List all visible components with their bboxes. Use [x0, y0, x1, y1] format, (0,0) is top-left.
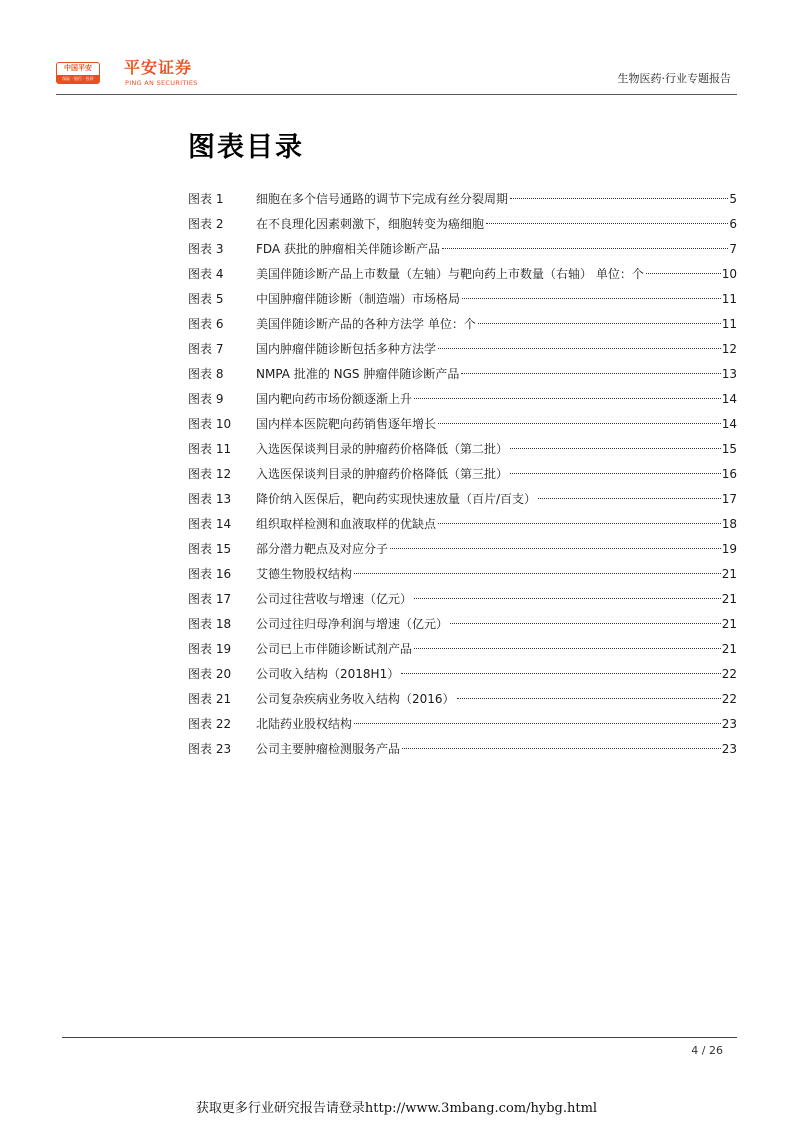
toc-entry-page: 7 — [729, 242, 737, 256]
toc-entry-title: 北陆药业股权结构 — [256, 717, 353, 731]
toc-entry-page: 21 — [721, 567, 737, 581]
toc-entry-label: 图表 13 — [188, 492, 232, 506]
toc-dot-leader — [510, 473, 721, 474]
toc-entry-label: 图表 4 — [188, 267, 224, 281]
toc-dot-leader — [538, 498, 721, 499]
toc-entry[interactable] — [188, 337, 737, 362]
toc-entry-title: 细胞在多个信号通路的调节下完成有丝分裂周期 — [256, 192, 509, 206]
toc-entry[interactable] — [188, 412, 737, 437]
toc-entry-label: 图表 9 — [188, 392, 224, 406]
toc-dot-leader — [354, 573, 721, 574]
toc-entry-label: 图表 6 — [188, 317, 224, 331]
toc-entry-label: 图表 12 — [188, 467, 232, 481]
toc-entry[interactable] — [188, 487, 737, 512]
toc-entry-title: 国内样本医院靶向药销售逐年增长 — [256, 417, 437, 431]
toc-entry-label: 图表 17 — [188, 592, 232, 606]
toc-dot-leader — [510, 448, 721, 449]
toc-entry-page: 21 — [721, 617, 737, 631]
toc-entry[interactable] — [188, 712, 737, 737]
toc-dot-leader — [450, 623, 721, 624]
toc-dot-leader — [414, 598, 721, 599]
toc-entry[interactable] — [188, 262, 737, 287]
toc-dot-leader — [402, 748, 721, 749]
toc-entry[interactable] — [188, 512, 737, 537]
toc-entry[interactable] — [188, 737, 737, 762]
toc-entry-title: 公司过往营收与增速（亿元） — [256, 592, 413, 606]
toc-dot-leader — [354, 723, 721, 724]
toc-entry-label: 图表 19 — [188, 642, 232, 656]
toc-entry-label: 图表 3 — [188, 242, 224, 256]
toc-entry-page: 6 — [729, 217, 737, 231]
toc-dot-leader — [390, 548, 721, 549]
page-number: 4 / 26 — [691, 1044, 723, 1057]
toc-entry-label: 图表 18 — [188, 617, 232, 631]
toc-entry[interactable] — [188, 462, 737, 487]
header-divider — [56, 94, 737, 95]
toc-dot-leader — [478, 323, 721, 324]
toc-entry-label: 图表 22 — [188, 717, 232, 731]
toc-entry-page: 10 — [721, 267, 737, 281]
toc-entry-label: 图表 2 — [188, 217, 224, 231]
toc-entry-page: 15 — [721, 442, 737, 456]
toc-entry[interactable] — [188, 387, 737, 412]
toc-entry-label: 图表 10 — [188, 417, 232, 431]
logo-box-top-text: 中国平安 — [64, 64, 92, 72]
toc-entry-label: 图表 5 — [188, 292, 224, 306]
toc-entry[interactable] — [188, 537, 737, 562]
toc-entry-page: 11 — [721, 317, 737, 331]
toc-entry-page: 18 — [721, 517, 737, 531]
toc-entry-title: FDA 获批的肿瘤相关伴随诊断产品 — [256, 242, 440, 256]
toc-entry-page: 23 — [721, 717, 737, 731]
toc-entry-title: 公司复杂疾病业务收入结构（2016） — [256, 692, 455, 706]
toc-entry[interactable] — [188, 687, 737, 712]
brand-name-cn: 平安证券 — [124, 58, 193, 77]
toc-entry[interactable] — [188, 637, 737, 662]
toc-entry-page: 14 — [721, 392, 737, 406]
toc-dot-leader — [486, 223, 728, 224]
toc-entry-page: 5 — [729, 192, 737, 206]
toc-entry-label: 图表 15 — [188, 542, 232, 556]
footer-divider — [62, 1037, 737, 1038]
toc-dot-leader — [461, 373, 720, 374]
toc-entry[interactable] — [188, 312, 737, 337]
toc-entry-page: 14 — [721, 417, 737, 431]
toc-entry-label: 图表 16 — [188, 567, 232, 581]
toc-dot-leader — [442, 248, 728, 249]
toc-entry[interactable] — [188, 612, 737, 637]
toc-entry-title: 国内肿瘤伴随诊断包括多种方法学 — [256, 342, 437, 356]
toc-entry-title: 中国肿瘤伴随诊断（制造端）市场格局 — [256, 292, 461, 306]
toc-dot-leader — [457, 698, 721, 699]
toc-entry-page: 21 — [721, 592, 737, 606]
toc-entry-page: 13 — [721, 367, 737, 381]
toc-entry-title: 入选医保谈判目录的肿瘤药价格降低（第三批） — [256, 467, 509, 481]
toc-entry[interactable] — [188, 587, 737, 612]
toc-entry-page: 17 — [721, 492, 737, 506]
toc-entry[interactable] — [188, 287, 737, 312]
page-title: 图表目录 — [188, 132, 304, 163]
toc-entry-page: 19 — [721, 542, 737, 556]
toc-entry-page: 11 — [721, 292, 737, 306]
ping-an-group-logo — [56, 62, 100, 84]
toc-entry-title: 降价纳入医保后，靶向药实现快速放量（百片/百支） — [256, 492, 537, 506]
toc-entry[interactable] — [188, 562, 737, 587]
toc-dot-leader — [401, 673, 721, 674]
toc-entry-title: 组织取样检测和血液取样的优缺点 — [256, 517, 437, 531]
toc-entry-page: 22 — [721, 692, 737, 706]
toc-entry-title: 公司过往归母净利润与增速（亿元） — [256, 617, 449, 631]
toc-entry-label: 图表 1 — [188, 192, 224, 206]
logo-box-bottom-text: 保险 · 银行 · 投资 — [57, 75, 99, 83]
toc-dot-leader — [646, 273, 721, 274]
toc-entry[interactable] — [188, 437, 737, 462]
footer-link[interactable]: 获取更多行业研究报告请登录http://www.3mbang.com/hybg.html — [195, 1101, 598, 1116]
toc-entry-page: 16 — [721, 467, 737, 481]
toc-entry-title: 公司收入结构（2018H1） — [256, 667, 400, 681]
toc-entry-title: NMPA 批准的 NGS 肿瘤伴随诊断产品 — [256, 367, 460, 381]
toc-entry-label: 图表 21 — [188, 692, 232, 706]
toc-dot-leader — [414, 398, 721, 399]
page-header — [0, 0, 793, 100]
toc-entry[interactable] — [188, 237, 737, 262]
toc-entry-label: 图表 7 — [188, 342, 224, 356]
brand-name-en: PING AN SECURITIES — [125, 79, 198, 87]
toc-entry-label: 图表 20 — [188, 667, 232, 681]
toc-entry-page: 22 — [721, 667, 737, 681]
report-type: 生物医药·行业专题报告 — [617, 72, 731, 85]
figure-index-list — [188, 187, 737, 762]
toc-entry-page: 21 — [721, 642, 737, 656]
toc-dot-leader — [510, 198, 728, 199]
toc-dot-leader — [462, 298, 721, 299]
toc-dot-leader — [438, 423, 721, 424]
toc-entry-title: 美国伴随诊断产品的各种方法学 单位：个 — [256, 317, 476, 331]
toc-entry[interactable] — [188, 662, 737, 687]
toc-entry-title: 艾德生物股权结构 — [256, 567, 353, 581]
toc-entry[interactable] — [188, 212, 737, 237]
toc-entry-page: 12 — [721, 342, 737, 356]
toc-dot-leader — [438, 348, 721, 349]
toc-dot-leader — [414, 648, 721, 649]
toc-entry[interactable] — [188, 362, 737, 387]
toc-entry-title: 在不良理化因素刺激下，细胞转变为癌细胞 — [256, 217, 485, 231]
toc-entry-title: 部分潜力靶点及对应分子 — [256, 542, 389, 556]
toc-entry-title: 入选医保谈判目录的肿瘤药价格降低（第二批） — [256, 442, 509, 456]
toc-entry-label: 图表 8 — [188, 367, 224, 381]
toc-entry-label: 图表 23 — [188, 742, 232, 756]
toc-entry-title: 国内靶向药市场份额逐渐上升 — [256, 392, 413, 406]
toc-entry-title: 公司主要肿瘤检测服务产品 — [256, 742, 401, 756]
toc-entry-label: 图表 14 — [188, 517, 232, 531]
toc-entry-label: 图表 11 — [188, 442, 232, 456]
toc-entry-title: 公司已上市伴随诊断试剂产品 — [256, 642, 413, 656]
toc-dot-leader — [438, 523, 721, 524]
toc-entry-page: 23 — [721, 742, 737, 756]
toc-entry-title: 美国伴随诊断产品上市数量（左轴）与靶向药上市数量（右轴） 单位：个 — [256, 267, 644, 281]
toc-entry[interactable] — [188, 187, 737, 212]
